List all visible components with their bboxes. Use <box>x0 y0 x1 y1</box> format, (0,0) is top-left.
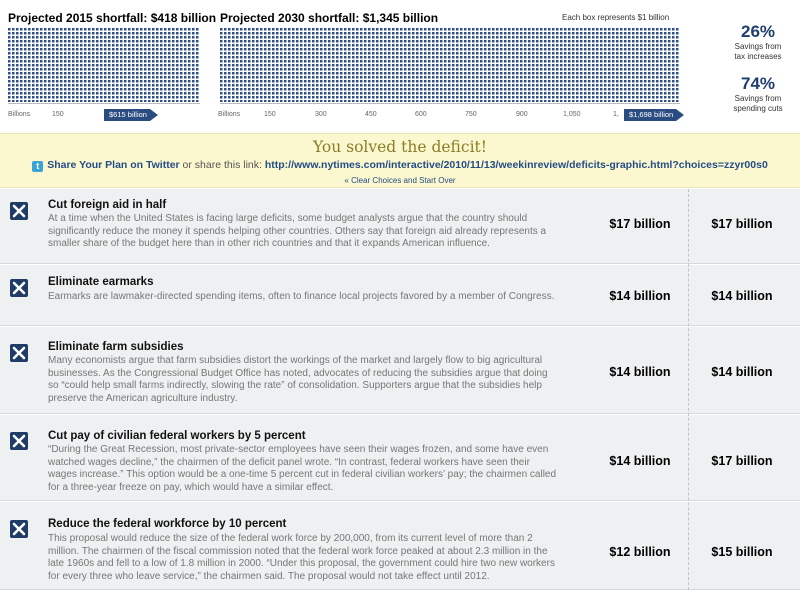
option-amount-2015: $14 billion <box>609 289 671 303</box>
option-amount-2030: $17 billion <box>711 454 773 468</box>
option-row[interactable] <box>0 265 800 326</box>
savings-spending <box>716 74 800 114</box>
option-amount-2030: $14 billion <box>711 289 773 303</box>
savings-tax-percent: 26% <box>740 22 776 41</box>
savings-tax <box>716 22 800 62</box>
chart-2030-tick: 150 <box>264 111 276 118</box>
savings-tax-label-1: Savings from <box>734 42 782 51</box>
option-amount-2030: $14 billion <box>711 365 773 379</box>
option-description: “During the Great Recession, most private-sector employees have seen their wages frozen, and some have even watched wages decline,” the chairmen of the deficit panel wrote. “In contrast, federal workers have seen their wages increase.” This option would be a one-time 5 percent cut in federal civilian workers’ pay; the chairmen called for a three-year freeze on pay, which would have a similar effect. <box>48 444 557 493</box>
chart-2030-axis <box>220 103 680 104</box>
option-row[interactable] <box>0 502 800 590</box>
solved-banner <box>0 133 800 188</box>
chart-2015-flag: $615 billion <box>104 109 150 121</box>
column-divider <box>688 189 689 590</box>
clear-choices-link[interactable]: « Clear Choices and Start Over <box>344 176 456 185</box>
checkbox-checked-icon[interactable] <box>10 432 28 450</box>
option-title: Eliminate farm subsidies <box>48 341 184 353</box>
savings-spending-percent: 74% <box>740 74 776 93</box>
option-amount-2015: $14 billion <box>609 454 671 468</box>
chart-2015-box-grid <box>8 28 200 102</box>
chart-2030-note: Each box represents $1 billion <box>562 13 670 22</box>
chart-2030-title: Projected 2030 shortfall: $1,345 billion <box>220 11 439 25</box>
share-mid-text: or share this link: <box>179 159 265 171</box>
chart-2030-tick: 600 <box>415 111 427 118</box>
option-title: Reduce the federal workforce by 10 percent <box>48 518 287 530</box>
chart-2030-tick: 1,050 <box>563 111 581 118</box>
option-amount-2015: $17 billion <box>609 217 671 231</box>
share-line <box>0 159 800 172</box>
chart-2015-title: Projected 2015 shortfall: $418 billion <box>8 11 217 25</box>
option-amount-2030: $17 billion <box>711 217 773 231</box>
chart-2030-tick: 450 <box>365 111 377 118</box>
chart-2030-flag: $1,698 billion <box>624 109 676 121</box>
chart-2015-axis <box>8 103 200 104</box>
option-title: Eliminate earmarks <box>48 276 154 288</box>
share-url-link[interactable]: http://www.nytimes.com/interactive/2010/11/13/weekinreview/deficits-graphic.html?choices=zzyr00s0 <box>264 159 768 171</box>
option-amount-2030: $15 billion <box>711 545 773 559</box>
banner-title: You solved the deficit! <box>313 138 487 156</box>
option-description: This proposal would reduce the size of the federal work force by 200,000, from its current level of more than 2 million. The chairmen of the fiscal commission noted that the federal work force peaked at about 2.3 million in the late 1960s and fell to a low of 1.8 million in 2000. “Under this proposal, the government could hire two new workers for every three who leave service,” the chairmen said. The proposal would not take effect until 2012. <box>48 533 555 582</box>
option-description: Earmarks are lawmaker-directed spending items, often to finance local projects favored by a member of Congress. <box>48 291 555 302</box>
chart-2015-axis-start: Billions <box>8 111 31 118</box>
checkbox-checked-icon[interactable] <box>10 279 28 297</box>
chart-2030-tick: 300 <box>315 111 327 118</box>
savings-spending-label-1: Savings from <box>734 94 782 103</box>
option-amount-2015: $12 billion <box>609 545 671 559</box>
shortfall-header <box>0 0 800 132</box>
checkbox-checked-icon[interactable] <box>10 520 28 538</box>
option-description: Many economists argue that farm subsidies distort the workings of the market and largely flow to big agricultural businesses. As the Congressional Budget Office has noted, advocates of reducing the subsidies argue that doing so “could help small farms indirectly, slowing the rate” of consolidation. Supporters argue that the subsidies help preserve the American agriculture industry. <box>48 355 548 404</box>
chart-2030-box-grid <box>220 28 680 102</box>
option-row[interactable] <box>0 327 800 414</box>
option-title: Cut pay of civilian federal workers by 5 percent <box>48 430 306 442</box>
option-title: Cut foreign aid in half <box>48 199 167 211</box>
savings-spending-label-2: spending cuts <box>733 104 783 113</box>
chart-2030-tick: 1, <box>613 111 619 118</box>
chart-2030-tick: 750 <box>465 111 477 118</box>
option-amount-2015: $14 billion <box>609 365 671 379</box>
savings-tax-label-2: tax increases <box>734 52 782 61</box>
share-twitter-link[interactable]: Share Your Plan on Twitter <box>47 159 180 171</box>
twitter-icon[interactable]: t <box>32 161 43 172</box>
chart-2030-axis-start: Billions <box>218 111 241 118</box>
option-row[interactable] <box>0 415 800 501</box>
checkbox-checked-icon[interactable] <box>10 344 28 362</box>
chart-2030-tick: 900 <box>516 111 528 118</box>
checkbox-checked-icon[interactable] <box>10 202 28 220</box>
chart-2015-tick: 150 <box>52 111 64 118</box>
option-description: At a time when the United States is facing large deficits, some budget analysts argue that the country should significantly reduce the money it spends helping other countries. Others say that foreign aid already represents a smaller share of the budget here than in other rich countries and that it expands American influence. <box>48 213 547 250</box>
option-row[interactable] <box>0 189 800 264</box>
